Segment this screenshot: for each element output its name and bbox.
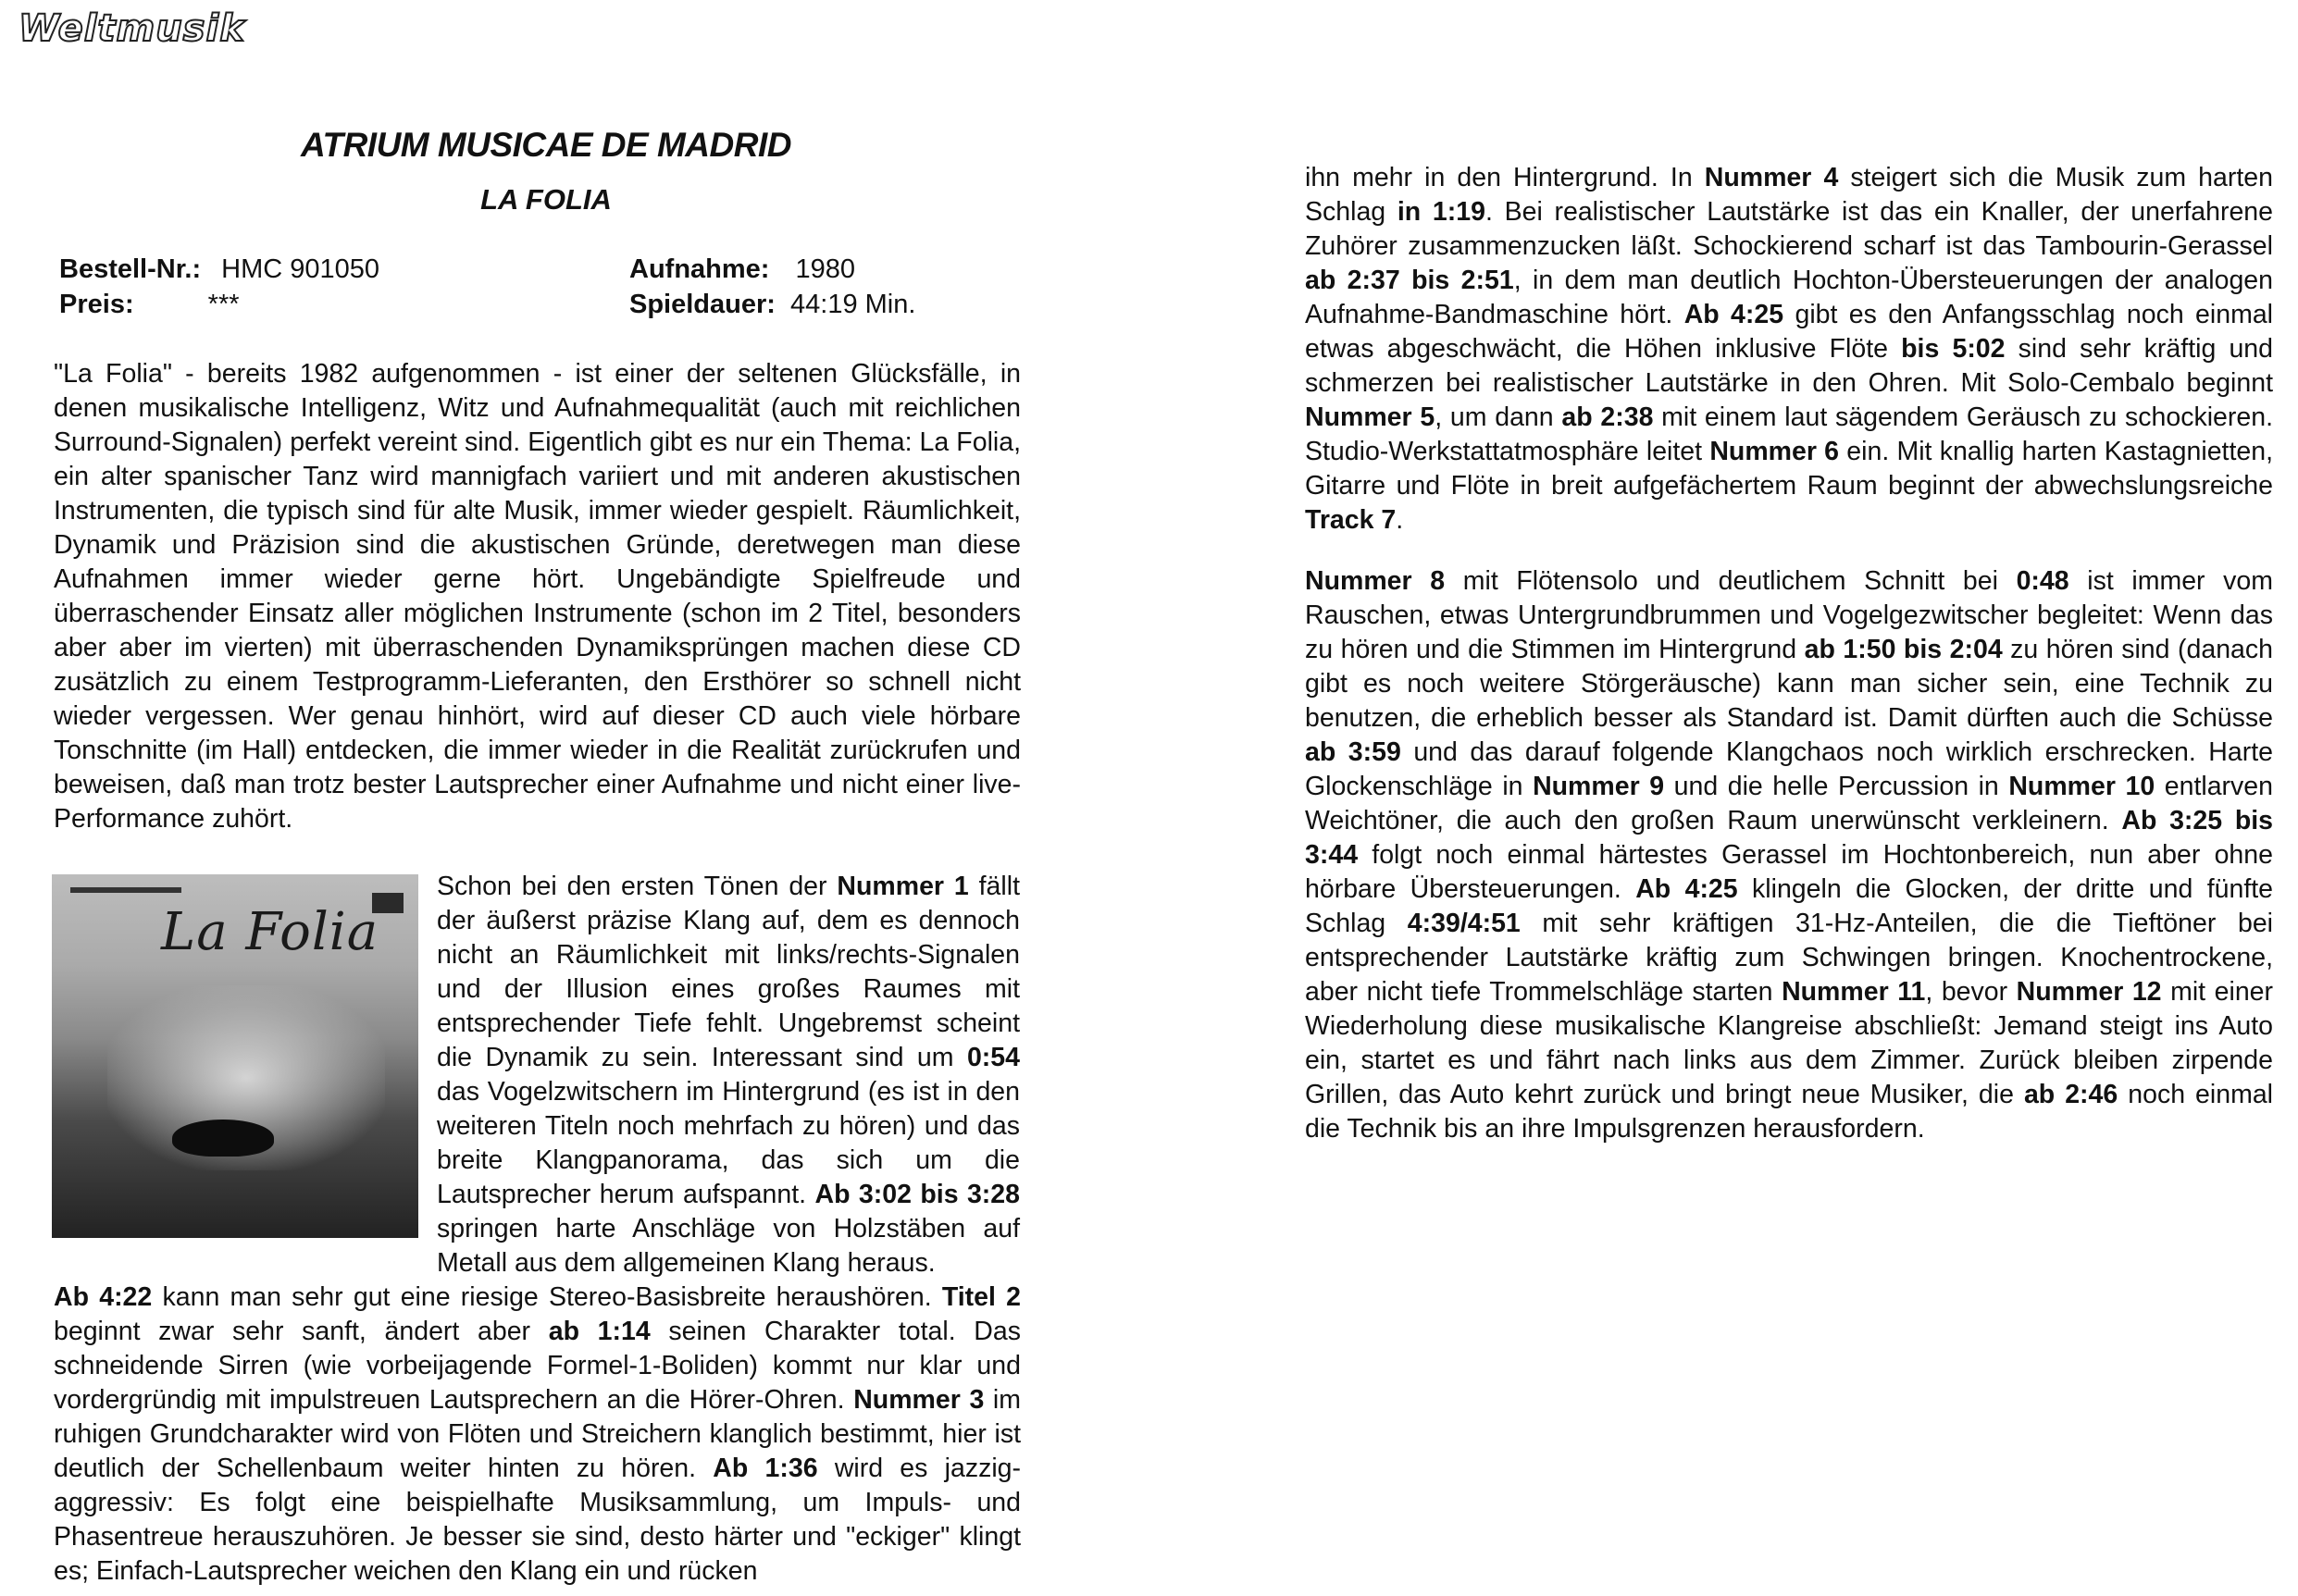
time-marker: 0:48 [2016,566,2069,596]
price-label: Preis: [59,290,134,319]
time-marker: Nummer 12 [2016,977,2162,1007]
album-subtitle: LA FOLIA [480,183,612,216]
review-paragraph-tracks4-7: ihn mehr in den Hintergrund. In Nummer 4 steigert sich die Musik zum harten Schlag in 1:19. Bei realistischer Lautstärke ist das ein Knaller, der unerfahrene Zuhörer zusammenzucken läßt. Schockierend scharf ist das Tambourin-Gerassel ab 2:37 bis 2:51, in dem man deutlich Hochton-Übersteuerungen der analogen Aufnahme-Bandmaschine hört. Ab 4:25 gibt es den Anfangsschlag noch einmal etwas abgeschwächt, die Höhen inklusive Flöte bis 5:02 sind sehr kräftig und schmerzen bei realistischer Lautstärke in den Ohren. Mit Solo-Cembalo beginnt Nummer 5, um dann ab 2:38 mit einem laut sägendem Geräusch zu schockieren. Studio-Werkstattatmosphäre leitet Nummer 6 ein. Mit knallig harten Kastagnietten, Gitarre und Flöte in breit aufgefächertem Raum beginnt der abwechslungsreiche Track 7. [1305,163,2274,535]
time-marker: ab 3:59 [1305,737,1401,767]
time-marker: Ab 1:36 [713,1454,818,1483]
cover-title-script: La Folia [161,902,379,962]
cover-boat-silhouette [172,1120,274,1157]
duration-label: Spieldauer: [629,290,776,319]
time-marker: Nummer 5 [1305,402,1435,432]
review-paragraph-tracks2-3: Ab 4:22 kann man sehr gut eine riesige Stereo-Basisbreite heraushören. Titel 2 beginnt zwar sehr sanft, ändert aber ab 1:14 seinen Charakter total. Das schneidende Sirren (wie vorbeijagende Formel-1-Boliden) kommt nur klar und vordergründig mit impulstreuen Lautsprechern an die Hörer-Ohren. Nummer 3 im ruhigen Grundcharakter wird von Flöten und Streichern klanglich bestimmt, hier ist deutlich der Schellenbaum weiter hinten zu hören. Ab 1:36 wird es jazzig-aggressiv: Es folgt eine beispielhafte Musiksammlung, um Impuls- und Phasentreue herauszuhören. Je besser sie sind, desto härter und "eckiger" klingt es; Einfach-Lautsprecher weichen den Klang ein und rücken [54,1282,1022,1586]
intro-paragraph: "La Folia" - bereits 1982 aufgenommen - ist einer der seltenen Glücksfälle, in denen musikalische Intelligenz, Witz und Aufnahmequalität (auch mit reichlichen Surround-Signalen) perfekt vereint sind. Eigentlich gibt es nur ein Thema: La Folia, ein alter spanischer Tanz wird mannigfach variiert und mit anderen akustischen Instrumenten, die typisch sind für alte Musik, immer wieder gespielt. Räumlichkeit, Dynamik und Präzision sind die akustischen Gründe, deretwegen man diese Aufnahmen immer wieder gerne hört. Ungebändigte Spielfreude und überraschender Einsatz aller möglichen Instrumente (schon im 2 Titel, besonders aber aber im vierten) mit überraschenden Dynamiksprüngen machen diese CD zusätzlich zu einem Testprogramm-Lieferanten, den Ersthörer so schnell nicht wieder vergessen. Wer genau hinhört, wird auf dieser CD auch viele hörbare Tonschnitte (im Hall) entdecken, die immer wieder in die Realität zurückrufen und beweisen, daß man trotz bester Lautsprecher einer Aufnahme und nicht einer live-Performance zuhört. [54,359,1021,834]
album-cover-image [52,874,418,1238]
recording-label: Aufnahme: [629,254,770,284]
time-marker: bis 5:02 [1901,334,2006,364]
time-marker: Nummer 8 [1305,566,1446,596]
time-marker: Nummer 1 [837,872,969,901]
meta-left [59,252,379,322]
time-marker: Ab 3:02 bis 3:28 [814,1180,1020,1209]
time-marker: Ab 4:22 [54,1282,153,1312]
time-marker: Track 7 [1305,505,1397,535]
time-marker: Nummer 10 [2008,772,2155,801]
time-marker: ab 1:50 bis 2:04 [1804,635,2003,664]
time-marker: 0:54 [966,1043,1020,1072]
meta-right [629,252,915,322]
time-marker: Titel 2 [941,1282,1021,1312]
time-marker: Nummer 3 [853,1385,985,1415]
review-paragraph-tracks8-12: Nummer 8 mit Flötensolo und deutlichem Schnitt bei 0:48 ist immer vom Rauschen, etwas Untergrundbrummen und Vogelgezwitscher begleitet: Wenn das zu hören und die Stimmen im Hintergrund ab 1:50 bis 2:04 zu hören sind (danach gibt es noch weitere Störgeräusche) kann man sicher sein, eine Technik zu benutzen, die erheblich besser als Standard ist. Damit dürften auch die Schüsse ab 3:59 und das darauf folgende Klangchaos noch wirklich erschrecken. Harte Glockenschläge in Nummer 9 und die helle Percussion in Nummer 10 entlarven Weichtöner, die auch den großen Raum unerwünscht verkleinern. Ab 3:25 bis 3:44 folgt noch einmal härtestes Gerassel im Hochtonbereich, nun aber ohne hörbare Übersteuerungen. Ab 4:25 klingeln die Glocken, der dritte und fünfte Schlag 4:39/4:51 mit sehr kräftigen 31-Hz-Anteilen, die die Tieftöner bei entsprechender Lautstärke kräftig zum Schwingen bringen. Knochentrockene, aber nicht tiefe Trommelschläge starten Nummer 11, bevor Nummer 12 mit einer Wiederholung diese musikalische Klangreise abschließt: Jemand steigt ins Auto ein, startet es und fährt nach links aus dem Zimmer. Zurück bleiben zirpende Grillen, das Auto kehrt zurück und bringt neue Musiker, die ab 2:46 noch einmal die Technik bis an ihre Impulsgrenzen herausfordern. [1305,566,2274,1144]
cover-small-label [70,887,181,893]
price-value: *** [207,290,240,319]
time-marker: Nummer 11 [1782,977,1926,1007]
time-marker: ab 2:46 [2023,1080,2118,1109]
section-logo: Weltmusik [19,7,245,50]
time-marker: ab 1:14 [548,1317,651,1346]
time-marker: 4:39/4:51 [1407,909,1521,938]
time-marker: Nummer 6 [1709,437,1840,466]
time-marker: Nummer 4 [1704,163,1839,192]
duration-value: 44:19 Min. [790,290,916,319]
time-marker: Ab 4:25 [1683,300,1784,329]
order-label: Bestell-Nr.: [59,254,202,284]
time-marker: in 1:19 [1397,197,1485,227]
time-marker: Ab 4:25 [1635,874,1738,904]
order-value: HMC 901050 [221,254,380,284]
recording-value: 1980 [795,254,856,284]
time-marker: Ab 3:25 bis 3:44 [1305,806,2274,870]
time-marker: ab 2:38 [1561,402,1654,432]
time-marker: Nummer 9 [1533,772,1665,801]
album-artist-title: ATRIUM MUSICAE DE MADRID [301,126,791,164]
review-paragraph-track1: Schon bei den ersten Tönen der Nummer 1 fällt der äußerst präzise Klang auf, dem es dennoch nicht an Räumlichkeit mit links/rechts-Signalen und der Illusion eines großes Raumes mit entsprechender Tiefe fehlt. Ungebremst scheint die Dynamik zu sein. Interessant sind um 0:54 das Vogelzwitschern im Hintergrund (es ist in den weiteren Titeln noch mehrfach zu hören) und das breite Klangpanorama, das sich um die Lautsprecher herum aufspannt. Ab 3:02 bis 3:28 springen harte Anschläge von Holzstäben auf Metall aus dem allgemeinen Klang heraus. [437,872,1020,1278]
time-marker: ab 2:37 bis 2:51 [1305,266,1514,295]
